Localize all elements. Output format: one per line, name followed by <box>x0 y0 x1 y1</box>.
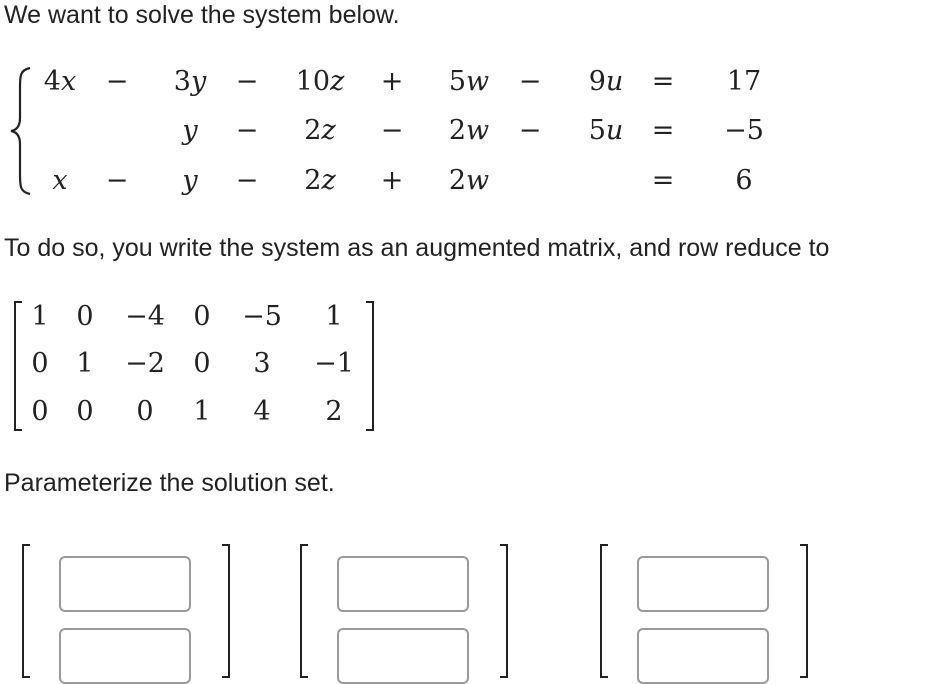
matrix-cell-r3-c2: 0 <box>76 396 94 427</box>
equation-1-term-w: 5w <box>448 66 490 97</box>
matrix-cell-r1-c1: 1 <box>31 301 49 332</box>
vector-1-right-bracket <box>222 544 230 678</box>
matrix-cell-r2-c1: 0 <box>31 348 49 379</box>
vector-1-entry-1[interactable] <box>59 556 191 612</box>
equation-2-term-z: 2z <box>304 115 336 146</box>
matrix-cell-r2-c2: 1 <box>76 348 94 379</box>
equation-3-term-w: 2w <box>448 165 490 196</box>
matrix-cell-r2-c6: −1 <box>314 348 354 379</box>
vector-2-entry-1[interactable] <box>337 556 469 612</box>
equation-3-term-x: x <box>52 165 68 196</box>
matrix-cell-r2-c3: −2 <box>125 348 165 379</box>
matrix-cell-r1-c6: 1 <box>325 301 343 332</box>
equation-3-rhs: 6 <box>735 165 753 196</box>
equation-2-op-3: − <box>380 115 404 146</box>
intro-text: We want to solve the system below. <box>4 1 400 29</box>
vector-2-left-bracket <box>300 544 308 678</box>
equation-2-op-2: − <box>235 115 259 146</box>
matrix-cell-r3-c5: 4 <box>253 396 271 427</box>
equation-1-term-u: 9u <box>588 66 624 97</box>
equation-2-rhs: −5 <box>724 115 764 146</box>
equation-1-term-z: 10z <box>295 66 345 97</box>
equation-2-term-y: y <box>182 115 198 146</box>
matrix-cell-r3-c6: 2 <box>325 396 343 427</box>
equation-1-term-y: 3y <box>173 66 207 97</box>
matrix-cell-r2-c5: 3 <box>253 348 271 379</box>
equation-1-op-2: − <box>235 66 259 97</box>
equation-2-op-4: − <box>518 115 542 146</box>
equation-1-op-1: − <box>105 66 129 97</box>
equation-2-equals: = <box>651 115 675 146</box>
equation-1-equals: = <box>651 66 675 97</box>
equation-3-op-3: + <box>380 165 404 196</box>
equation-1-op-4: − <box>518 66 542 97</box>
vector-3-entry-2[interactable] <box>637 628 769 684</box>
vector-2-entry-2[interactable] <box>337 628 469 684</box>
equation-1-rhs: 17 <box>726 66 762 97</box>
matrix-right-bracket <box>366 301 374 431</box>
vector-3-left-bracket <box>600 544 608 678</box>
vector-3-right-bracket <box>800 544 808 678</box>
matrix-cell-r3-c3: 0 <box>136 396 154 427</box>
prompt-text: Parameterize the solution set. <box>4 469 335 497</box>
equation-1-op-3: + <box>380 66 404 97</box>
matrix-cell-r1-c4: 0 <box>193 301 211 332</box>
equation-3-op-2: − <box>235 165 259 196</box>
equation-3-term-z: 2z <box>304 165 336 196</box>
vector-2-right-bracket <box>500 544 508 678</box>
matrix-cell-r1-c5: −5 <box>242 301 282 332</box>
matrix-cell-r1-c2: 0 <box>76 301 94 332</box>
equation-3-term-y: y <box>182 165 198 196</box>
equation-2-term-w: 2w <box>448 115 490 146</box>
equation-3-equals: = <box>651 165 675 196</box>
equation-3-op-1: − <box>105 165 129 196</box>
matrix-cell-r1-c3: −4 <box>125 301 165 332</box>
instruction-text: To do so, you write the system as an augmented matrix, and row reduce to <box>4 234 830 262</box>
matrix-cell-r3-c4: 1 <box>193 396 211 427</box>
equation-1-term-x: 4x <box>43 66 77 97</box>
equation-2-term-u: 5u <box>588 115 624 146</box>
vector-3-entry-1[interactable] <box>637 556 769 612</box>
vector-1-entry-2[interactable] <box>59 628 191 684</box>
matrix-cell-r2-c4: 0 <box>193 348 211 379</box>
vector-1-left-bracket <box>22 544 30 678</box>
matrix-cell-r3-c1: 0 <box>31 396 49 427</box>
